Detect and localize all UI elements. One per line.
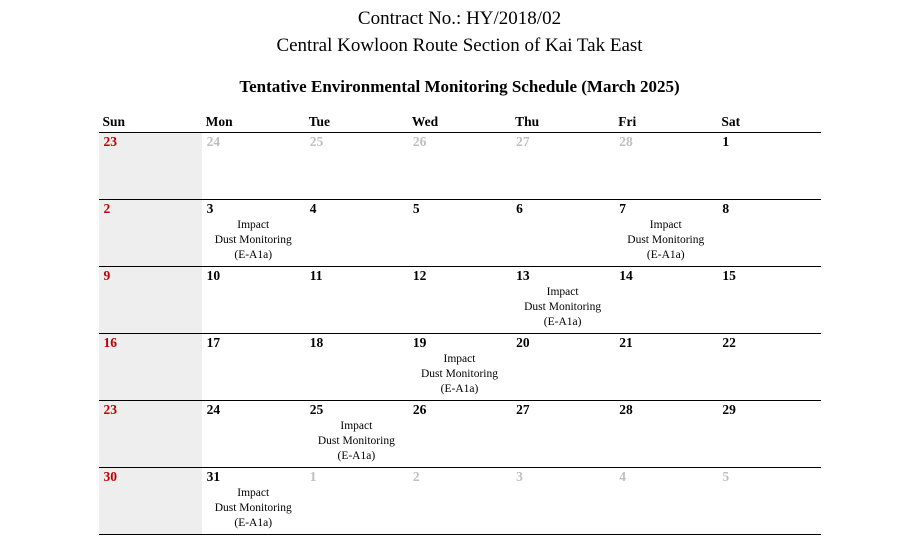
day-number: 2 (412, 469, 420, 484)
day-number: 24 (206, 134, 221, 149)
calendar-day-cell[interactable] (717, 334, 820, 401)
monitoring-event-line: (E-A1a) (646, 249, 685, 261)
calendar-day-cell[interactable] (511, 401, 614, 468)
calendar-day-cell[interactable] (305, 401, 408, 468)
day-number: 30 (103, 469, 117, 484)
day-number: 1 (722, 134, 730, 149)
monitoring-event (408, 350, 511, 397)
day-header-mon: Mon (202, 112, 305, 133)
day-number: 5 (722, 469, 730, 484)
monitoring-event-line: Impact (546, 286, 579, 298)
calendar-day-cell[interactable] (202, 401, 305, 468)
calendar-day-cell[interactable] (408, 267, 511, 334)
calendar-day-cell[interactable] (305, 334, 408, 401)
calendar-day-cell[interactable] (99, 334, 202, 401)
calendar-day-cell[interactable] (511, 133, 614, 200)
monitoring-event (305, 417, 408, 464)
calendar-day-cell[interactable] (614, 133, 717, 200)
calendar-week-row (99, 401, 821, 468)
calendar-header-row (99, 112, 821, 133)
monitoring-event-line: (E-A1a) (234, 249, 273, 261)
day-number: 3 (516, 469, 523, 484)
day-header-tue: Tue (305, 112, 408, 133)
day-number: 4 (619, 469, 626, 484)
day-number: 11 (309, 268, 323, 283)
calendar-day-cell[interactable] (717, 267, 820, 334)
day-number: 8 (722, 201, 730, 216)
day-number: 25 (309, 402, 324, 417)
day-number: 28 (619, 402, 633, 417)
calendar-day-cell[interactable] (614, 334, 717, 401)
day-number: 13 (516, 268, 530, 283)
calendar-day-cell[interactable] (202, 133, 305, 200)
day-number: 17 (206, 335, 221, 350)
calendar-day-cell[interactable] (305, 468, 408, 535)
calendar-day-cell[interactable] (614, 468, 717, 535)
project-name: Central Kowloon Route Section of Kai Tak East (276, 35, 643, 56)
day-number: 27 (516, 134, 530, 149)
calendar-day-cell[interactable] (614, 200, 717, 267)
day-number: 3 (206, 201, 214, 216)
calendar-day-cell[interactable] (305, 267, 408, 334)
calendar-day-cell[interactable] (717, 200, 820, 267)
calendar-day-cell[interactable] (408, 334, 511, 401)
calendar-container (99, 112, 821, 535)
calendar-day-cell[interactable] (99, 401, 202, 468)
monitoring-event-line: (E-A1a) (440, 383, 479, 395)
day-header-fri: Fri (614, 112, 717, 133)
day-number: 31 (206, 469, 221, 484)
monitoring-event-line: Dust Monitoring (214, 502, 292, 514)
day-number: 25 (309, 134, 324, 149)
day-number: 15 (722, 268, 736, 283)
day-number: 16 (103, 335, 117, 350)
document-header (0, 0, 919, 98)
calendar-day-cell[interactable] (408, 468, 511, 535)
monitoring-event-line: (E-A1a) (234, 517, 273, 529)
day-number: 5 (412, 201, 420, 216)
monitoring-event-line: Dust Monitoring (420, 368, 498, 380)
calendar-day-cell[interactable] (99, 200, 202, 267)
monitoring-event (511, 283, 614, 330)
day-number: 1 (309, 469, 317, 484)
calendar-day-cell[interactable] (99, 267, 202, 334)
day-header-thu: Thu (511, 112, 614, 133)
calendar-day-cell[interactable] (408, 401, 511, 468)
calendar-day-cell[interactable] (717, 133, 820, 200)
monthly-calendar (99, 112, 821, 535)
day-number: 14 (619, 268, 633, 283)
calendar-week-row (99, 334, 821, 401)
day-number: 23 (103, 134, 117, 149)
calendar-day-cell[interactable] (717, 401, 820, 468)
monitoring-event-line: Impact (649, 219, 682, 231)
calendar-day-cell[interactable] (202, 200, 305, 267)
day-number: 4 (309, 201, 317, 216)
calendar-week-row (99, 200, 821, 267)
day-number: 19 (412, 335, 427, 350)
monitoring-event (202, 216, 305, 263)
monitoring-event (614, 216, 717, 263)
monitoring-event-line: (E-A1a) (543, 316, 582, 328)
monitoring-event-line: (E-A1a) (337, 450, 376, 462)
monitoring-event-line: Impact (237, 487, 270, 499)
calendar-week-row (99, 468, 821, 535)
day-number: 9 (103, 268, 111, 283)
monitoring-event-line: Impact (340, 420, 373, 432)
calendar-day-cell[interactable] (717, 468, 820, 535)
day-number: 24 (206, 402, 221, 417)
calendar-day-cell[interactable] (511, 468, 614, 535)
day-number: 18 (309, 335, 324, 350)
day-number: 26 (412, 134, 427, 149)
monitoring-event (202, 484, 305, 531)
calendar-day-cell[interactable] (305, 133, 408, 200)
schedule-title: Tentative Environmental Monitoring Schedule (March 2025) (239, 77, 680, 96)
day-number: 27 (516, 402, 530, 417)
day-number: 21 (619, 335, 633, 350)
calendar-day-cell[interactable] (99, 133, 202, 200)
calendar-day-cell[interactable] (511, 200, 614, 267)
calendar-day-cell[interactable] (511, 334, 614, 401)
monitoring-event-line: Dust Monitoring (317, 435, 395, 447)
calendar-week-row (99, 267, 821, 334)
contract-number: Contract No.: HY/2018/02 (357, 8, 562, 29)
calendar-day-cell[interactable] (614, 401, 717, 468)
day-number: 23 (103, 402, 117, 417)
calendar-body (99, 133, 821, 535)
monitoring-event-line: Dust Monitoring (524, 301, 602, 313)
day-number: 2 (103, 201, 111, 216)
calendar-day-cell[interactable] (511, 267, 614, 334)
day-number: 26 (412, 402, 427, 417)
monitoring-event-line: Dust Monitoring (214, 234, 292, 246)
calendar-week-row (99, 133, 821, 200)
day-number: 29 (722, 402, 736, 417)
calendar-day-cell[interactable] (408, 200, 511, 267)
monitoring-event-line: Dust Monitoring (627, 234, 705, 246)
calendar-day-cell[interactable] (99, 468, 202, 535)
day-number: 10 (206, 268, 221, 283)
day-number: 6 (516, 201, 523, 216)
monitoring-event-line: Impact (237, 219, 270, 231)
day-number: 28 (619, 134, 633, 149)
calendar-day-cell[interactable] (614, 267, 717, 334)
calendar-day-cell[interactable] (202, 334, 305, 401)
calendar-day-cell[interactable] (408, 133, 511, 200)
calendar-day-cell[interactable] (202, 468, 305, 535)
day-header-wed: Wed (408, 112, 511, 133)
day-number: 7 (619, 201, 626, 216)
day-header-sun: Sun (99, 112, 202, 133)
calendar-day-cell[interactable] (305, 200, 408, 267)
monitoring-event-line: Impact (443, 353, 476, 365)
day-number: 22 (722, 335, 736, 350)
day-header-sat: Sat (717, 112, 820, 133)
day-number: 12 (412, 268, 427, 283)
calendar-day-cell[interactable] (202, 267, 305, 334)
day-number: 20 (516, 335, 530, 350)
